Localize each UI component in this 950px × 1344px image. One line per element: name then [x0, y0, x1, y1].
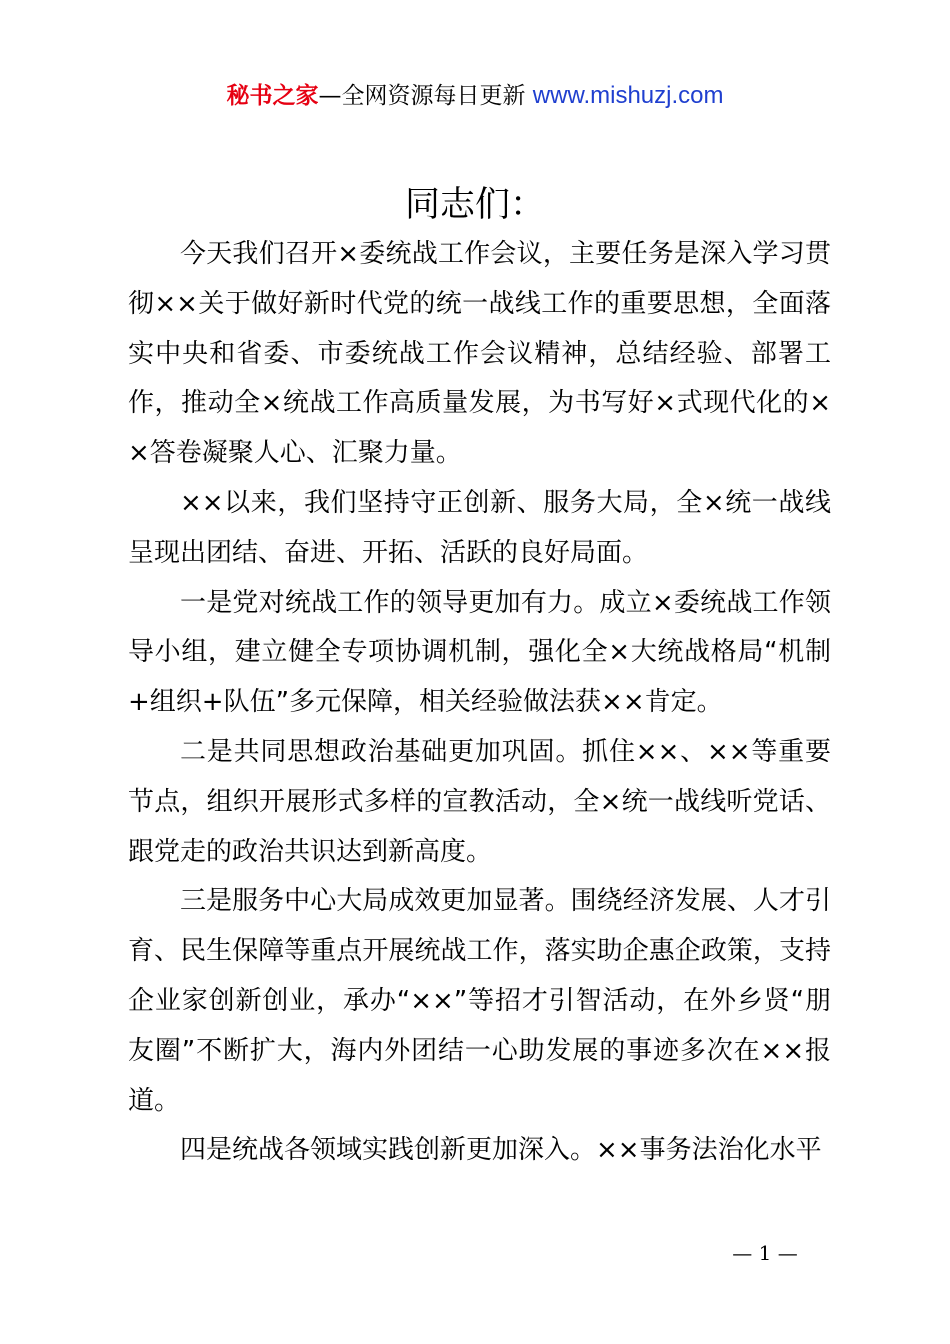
page-number: — 1 — [732, 1241, 798, 1265]
document-body [128, 230, 831, 1176]
site-url-link[interactable]: www.mishuzj.com [532, 82, 724, 109]
paragraph: 今天我们召开×委统战工作会议，主要任务是深入学习贯彻××关于做好新时代党的统一战线工作的重要思想，全面落实中央和省委、市委统战工作会议精神，总结经验、部署工作，推动全×统战工作高质量发展，为书写好×式现代化的××答卷凝聚人心、汇聚力量。 [128, 239, 831, 469]
paragraph: 三是服务中心大局成效更加显著。围绕经济发展、人才引育、民生保障等重点开展统战工作，落实助企惠企政策，支持企业家创新创业，承办“××”等招才引智活动，在外乡贤“朋友圈”不断扩大，海内外团结一心助发展的事迹多次在××报道。 [128, 886, 831, 1116]
paragraph: 二是共同思想政治基础更加巩固。抓住××、××等重要节点，组织开展形式多样的宣教活动，全×统一战线听党话、跟党走的政治共识达到新高度。 [128, 736, 831, 867]
site-brand: 秘书之家 [226, 83, 319, 109]
site-tagline: —全网资源每日更新 [318, 83, 533, 109]
paragraph: ××以来，我们坚持守正创新、服务大局，全×统一战线呈现出团结、奋进、开拓、活跃的良好局面。 [128, 487, 831, 568]
paragraph: 四是统战各领域实践创新更加深入。××事务法治化水平 [180, 1135, 822, 1166]
site-header [0, 80, 950, 112]
paragraph: 一是党对统战工作的领导更加有力。成立×委统战工作领导小组，建立健全专项协调机制，强化全×大统战格局“机制+组织+队伍”多元保障，相关经验做法获××肯定。 [128, 587, 831, 718]
document-salutation: 同志们： [404, 185, 545, 225]
